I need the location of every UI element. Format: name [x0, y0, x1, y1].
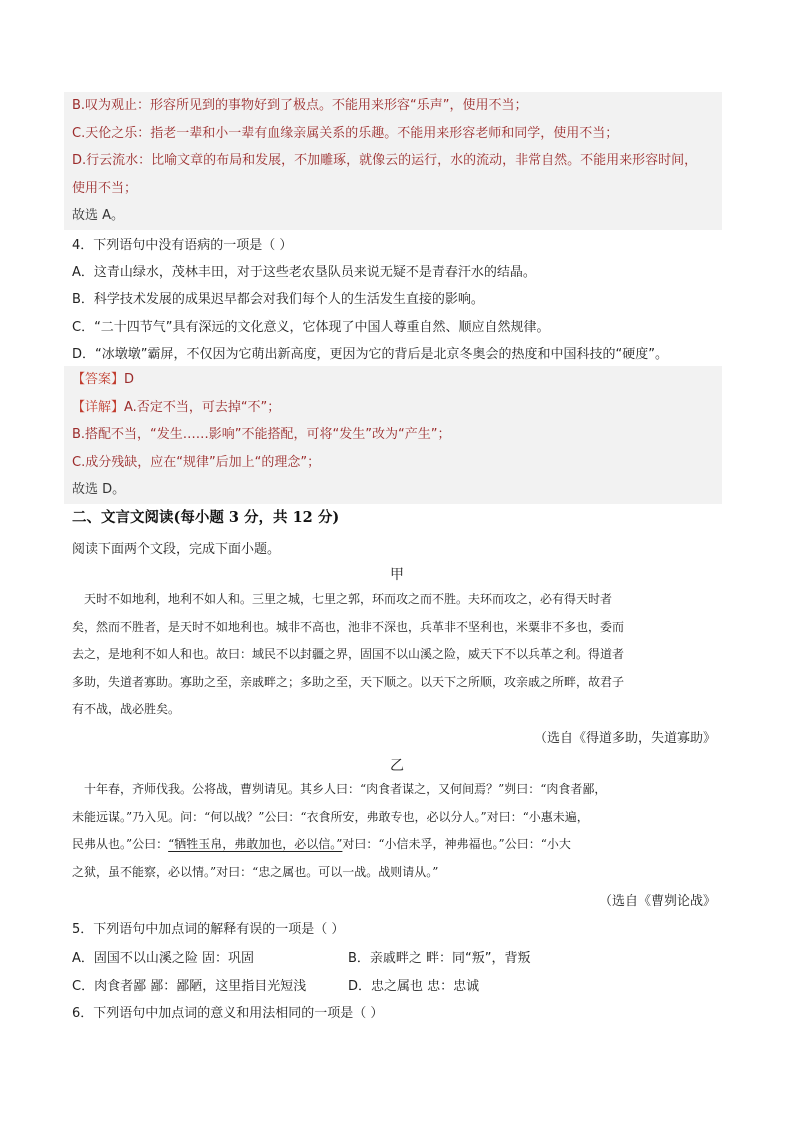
analysis-line: D.行云流水：比喻文章的布局和发展，不加雕琢，就像云的运行，水的流动，非常自然。不能用来形容时间，: [72, 153, 698, 168]
question-6-stem: 6．下列语句中加点词的意义和用法相同的一项是（ ）: [72, 1006, 384, 1021]
question-5-stem: 5．下列语句中加点词的解释有误的一项是（ ）: [72, 922, 345, 937]
answer-line: [64, 366, 722, 394]
underlined-sentence: “牺牲玉帛，弗敢加也，必以信。”: [168, 837, 343, 851]
passage-yi-title: 乙: [390, 758, 404, 774]
analysis-box-q4: [64, 366, 722, 504]
detail-line: C.成分残缺，应在“规律”后加上“的理念”；: [72, 454, 321, 470]
passage-line: 矣，然而不胜者，是天时不如地利也。城非不高也，池非不深也，兵革非不坚利也，米粟非不多也，委而: [72, 619, 625, 634]
passage-line: 天时不如地利，地利不如人和。三里之城，七里之郭，环而攻之而不胜。夫环而攻之，必有得天时者: [72, 592, 613, 606]
analysis-line: B.叹为观止：形容所见到的事物好到了极点。不能用来形容“乐声”，使用不当；: [72, 98, 528, 113]
analysis-line: C.天伦之乐：指老一辈和小一辈有血缘亲属关系的乐趣。不能用来形容老师和同学，使用不当；: [72, 125, 619, 141]
detail-text: A.否定不当，可去掉“不”；: [124, 399, 281, 415]
question-4-option-b: B．科学技术发展的成果迟早都会对我们每个人的生活发生直接的影响。: [72, 292, 484, 307]
analysis-conclusion: 故选 A。: [72, 208, 125, 223]
question-5-options-row: [72, 975, 480, 994]
passage-line: [72, 831, 724, 859]
detail-tag: 【详解】: [72, 399, 125, 415]
passage-line: 十年春，齐师伐我。公将战，曹刿请见。其乡人曰：“肉食者谋之，又何间焉？”刿曰：“肉食者鄙，: [72, 782, 607, 796]
passage-yi: [72, 776, 724, 886]
passage-yi-source: （选自《曹刿论战》: [598, 894, 716, 909]
passage-jia-title: 甲: [390, 567, 404, 583]
analysis-line: 使用不当；: [72, 180, 138, 196]
question-5-option-c: C．肉食者鄙 鄙：鄙陋，这里指目光短浅: [72, 979, 307, 994]
answer-value: D: [124, 372, 135, 387]
section-instruction: 阅读下面两个文段，完成下面小题。: [72, 542, 281, 557]
detail-line: [64, 394, 722, 422]
question-4-option-c: C．“二十四节气”具有深远的文化意义，它体现了中国人尊重自然、顺应自然规律。: [72, 320, 550, 335]
analysis-conclusion: 故选 D。: [72, 482, 126, 497]
question-4-stem: 4．下列语句中没有语病的一项是（ ）: [72, 238, 293, 253]
passage-jia: [72, 586, 724, 724]
question-5-options-row: [72, 947, 531, 966]
passage-jia-source: （选自《得道多助，失道寡助》: [533, 731, 716, 746]
section-heading: 二、文言文阅读(每小题 3 分，共 12 分): [72, 509, 340, 526]
passage-line: 未能远谋。”乃入见。问：“何以战？”公曰：“衣食所安，弗敢专也，必以分人。”对曰：“小惠未遍，: [72, 809, 589, 824]
passage-line: 去之，是地利不如人和也。故曰：域民不以封疆之界，固国不以山溪之险，威天下不以兵革之利。得道者: [72, 647, 625, 661]
detail-line: B.搭配不当，“发生……影响”不能搭配，可将“发生”改为“产生”；: [72, 427, 451, 442]
passage-text: 对曰：“小信未孚，神弗福也。”公曰：“小大: [342, 837, 571, 851]
question-5-option-a: A．固国不以山溪之险 固：巩固: [72, 951, 255, 966]
analysis-box-q3: [64, 92, 722, 230]
passage-text: 民弗从也。”公曰：: [72, 837, 169, 851]
question-5-option-b: B．亲戚畔之 畔：同“叛”，背叛: [348, 951, 531, 966]
passage-line: 之狱，虽不能察，必以情。”对曰：“忠之属也。可以一战。战则请从。”: [72, 864, 439, 879]
passage-line: 多助，失道者寡助。寡助之至，亲戚畔之；多助之至，天下顺之。以天下之所顺，攻亲戚之所畔，故君子: [72, 674, 625, 689]
answer-tag: 【答案】: [72, 372, 125, 387]
question-4-option-d: D．“冰墩墩”霸屏，不仅因为它萌出新高度，更因为它的背后是北京冬奥会的热度和中国科技的“硬度”。: [72, 347, 668, 362]
question-5-option-d: D．忠之属也 忠：忠诚: [348, 979, 480, 994]
passage-line: 有不战，战必胜矣。: [72, 702, 181, 716]
question-4-option-a: A．这青山绿水，茂林丰田，对于这些老农垦队员来说无疑不是青春汗水的结晶。: [72, 265, 536, 280]
